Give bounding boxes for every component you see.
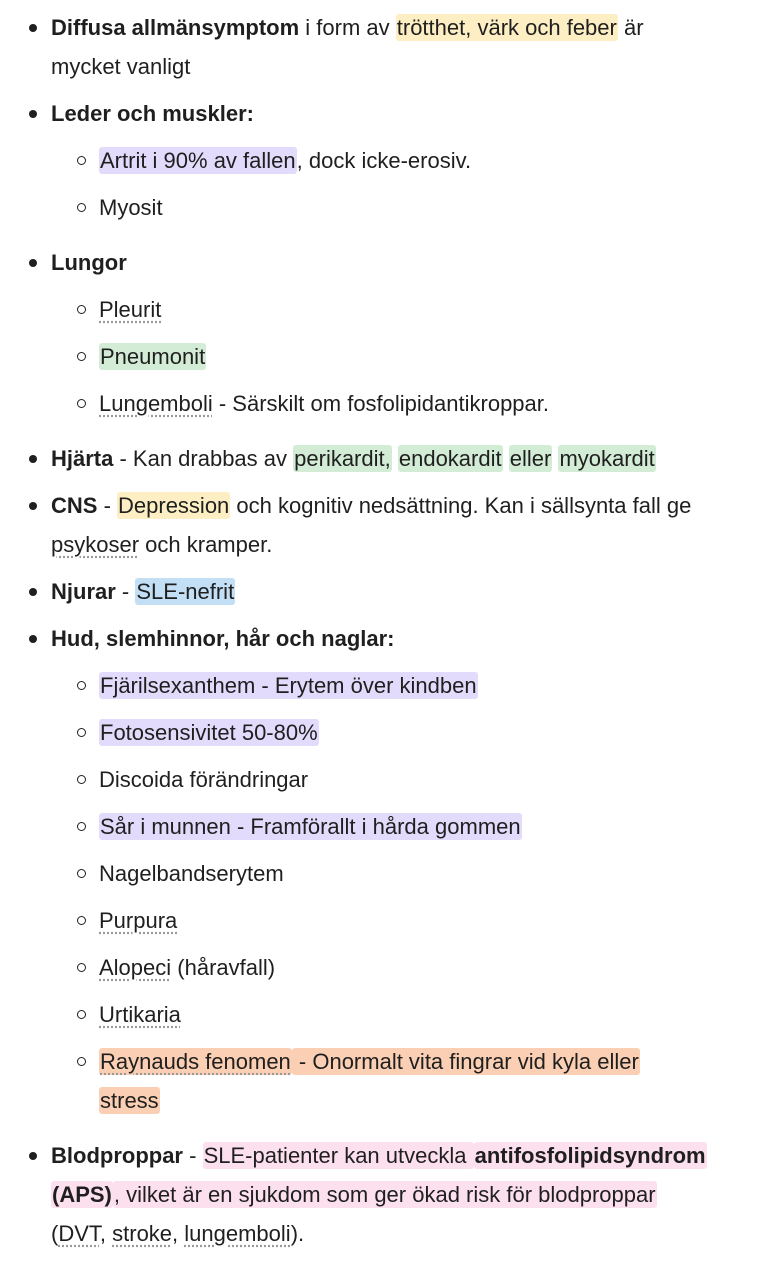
bullet [29,24,37,32]
sub-bullet [77,775,86,784]
list-item-text: psykoser och kramper. [51,532,273,557]
sub-bullet [77,822,86,831]
highlight: perikardit, [294,446,391,471]
sub-item-artrit: Artrit i 90% av fallen, dock icke-erosiv. [100,148,472,173]
link-psykoser[interactable]: psykoser [51,532,140,557]
link-purpura[interactable]: Purpura [99,908,178,933]
link-urtikaria[interactable]: Urtikaria [99,1002,181,1027]
list-item-blood: Blodproppar - SLE-patienter kan utveckla antifosfolipidsyndrom [51,1143,706,1168]
item-title: CNS [51,493,98,518]
item-title: Hud, slemhinnor, hår och naglar: [51,626,395,651]
sub-bullet [77,399,86,408]
highlight-bold: (APS) [52,1182,112,1207]
sub-item-urtikaria [99,1000,181,1030]
highlight: Fotosensivitet 50-80% [100,720,318,745]
sub-item-nagel: Nagelbandserytem [99,861,284,886]
item-title: Leder och muskler: [51,101,254,126]
highlight: Artrit i 90% av fallen [100,148,296,173]
highlight-bold: antifosfolipidsyndrom [474,1143,706,1168]
bullet [29,110,37,118]
item-title: Hjärta [51,446,114,471]
sub-bullet [77,963,86,972]
highlight: - Onormalt vita fingrar vid kyla eller [292,1049,639,1074]
highlight: Fjärilsexanthem - Erytem över kindben [100,673,477,698]
bullet [29,455,37,463]
bullet [29,1152,37,1160]
highlight: Pneumonit [100,344,206,369]
sub-item-pneumonit [99,342,206,372]
list-item-lungs [51,248,127,278]
sub-item-purpura [99,906,177,936]
sub-bullet [77,1010,86,1019]
sub-bullet [77,352,86,361]
highlight: eller [509,446,552,471]
sub-bullet [77,156,86,165]
sub-bullet [77,869,86,878]
item-title: Lungor [51,250,127,275]
item-title: Njurar [51,579,116,604]
sub-bullet [77,203,86,212]
highlight: myokardit [559,446,655,471]
sub-bullet [77,916,86,925]
highlight: trötthet, värk och feber [396,15,617,40]
item-title: Diffusa allmänsymptom [51,15,300,40]
sub-bullet [77,1057,86,1066]
list-item-text: mycket vanligt [51,54,191,79]
sub-item-pleurit [99,295,161,325]
sub-item-foto [99,718,319,748]
link-dvt[interactable]: DVT [58,1221,100,1246]
list-item-kidney: Njurar - SLE-nefrit [51,579,235,604]
highlight: stress [100,1088,159,1113]
sub-item-lungemboli: Lungemboli - Särskilt om fosfolipidantikroppar. [99,391,550,416]
highlight: SLE-patienter kan utveckla [203,1143,473,1168]
list-item-general: Diffusa allmänsymptom i form av trötthet, värk och feber är [51,15,644,40]
sub-item-fjaril [99,671,478,701]
list-item-cns: CNS - Depression och kognitiv nedsättning. Kan i sällsynta fall ge [51,493,692,518]
link-lungemboli[interactable]: lungemboli [184,1221,291,1246]
bullet [29,588,37,596]
list-item-text [51,1180,657,1210]
highlight: endokardit [398,446,502,471]
link-lungemboli[interactable]: Lungemboli [99,391,213,416]
sub-bullet [77,305,86,314]
list-item-heart: Hjärta - Kan drabbas av perikardit, endokardit eller myokardit [51,446,655,471]
sub-item-discoida: Discoida förändringar [99,767,309,792]
link-pleurit[interactable]: Pleurit [99,297,162,322]
sub-item-myosit: Myosit [99,195,163,220]
item-title: Blodproppar [51,1143,183,1168]
bullet [29,502,37,510]
sub-bullet [77,728,86,737]
bullet [29,259,37,267]
sub-item-text [99,1086,160,1116]
sub-item-sar [99,812,522,842]
highlight: Sår i munnen - Framförallt i hårda gommen [100,814,521,839]
highlight: Depression [118,493,230,518]
list-item-text: (DVT, stroke, lungemboli). [51,1221,305,1246]
list-item-joints [51,99,254,129]
sub-item-alopeci: Alopeci (håravfall) [99,955,276,980]
highlight: , vilket är en sjukdom som ger ökad risk för blodproppar [113,1182,656,1207]
sub-bullet [77,681,86,690]
link-alopeci[interactable]: Alopeci [99,955,172,980]
link-raynaud[interactable]: Raynauds fenomen [100,1049,291,1074]
bullet [29,635,37,643]
link-stroke[interactable]: stroke [112,1221,173,1246]
list-item-skin [51,624,395,654]
sub-item-raynaud [99,1047,640,1077]
highlight: SLE-nefrit [136,579,235,604]
